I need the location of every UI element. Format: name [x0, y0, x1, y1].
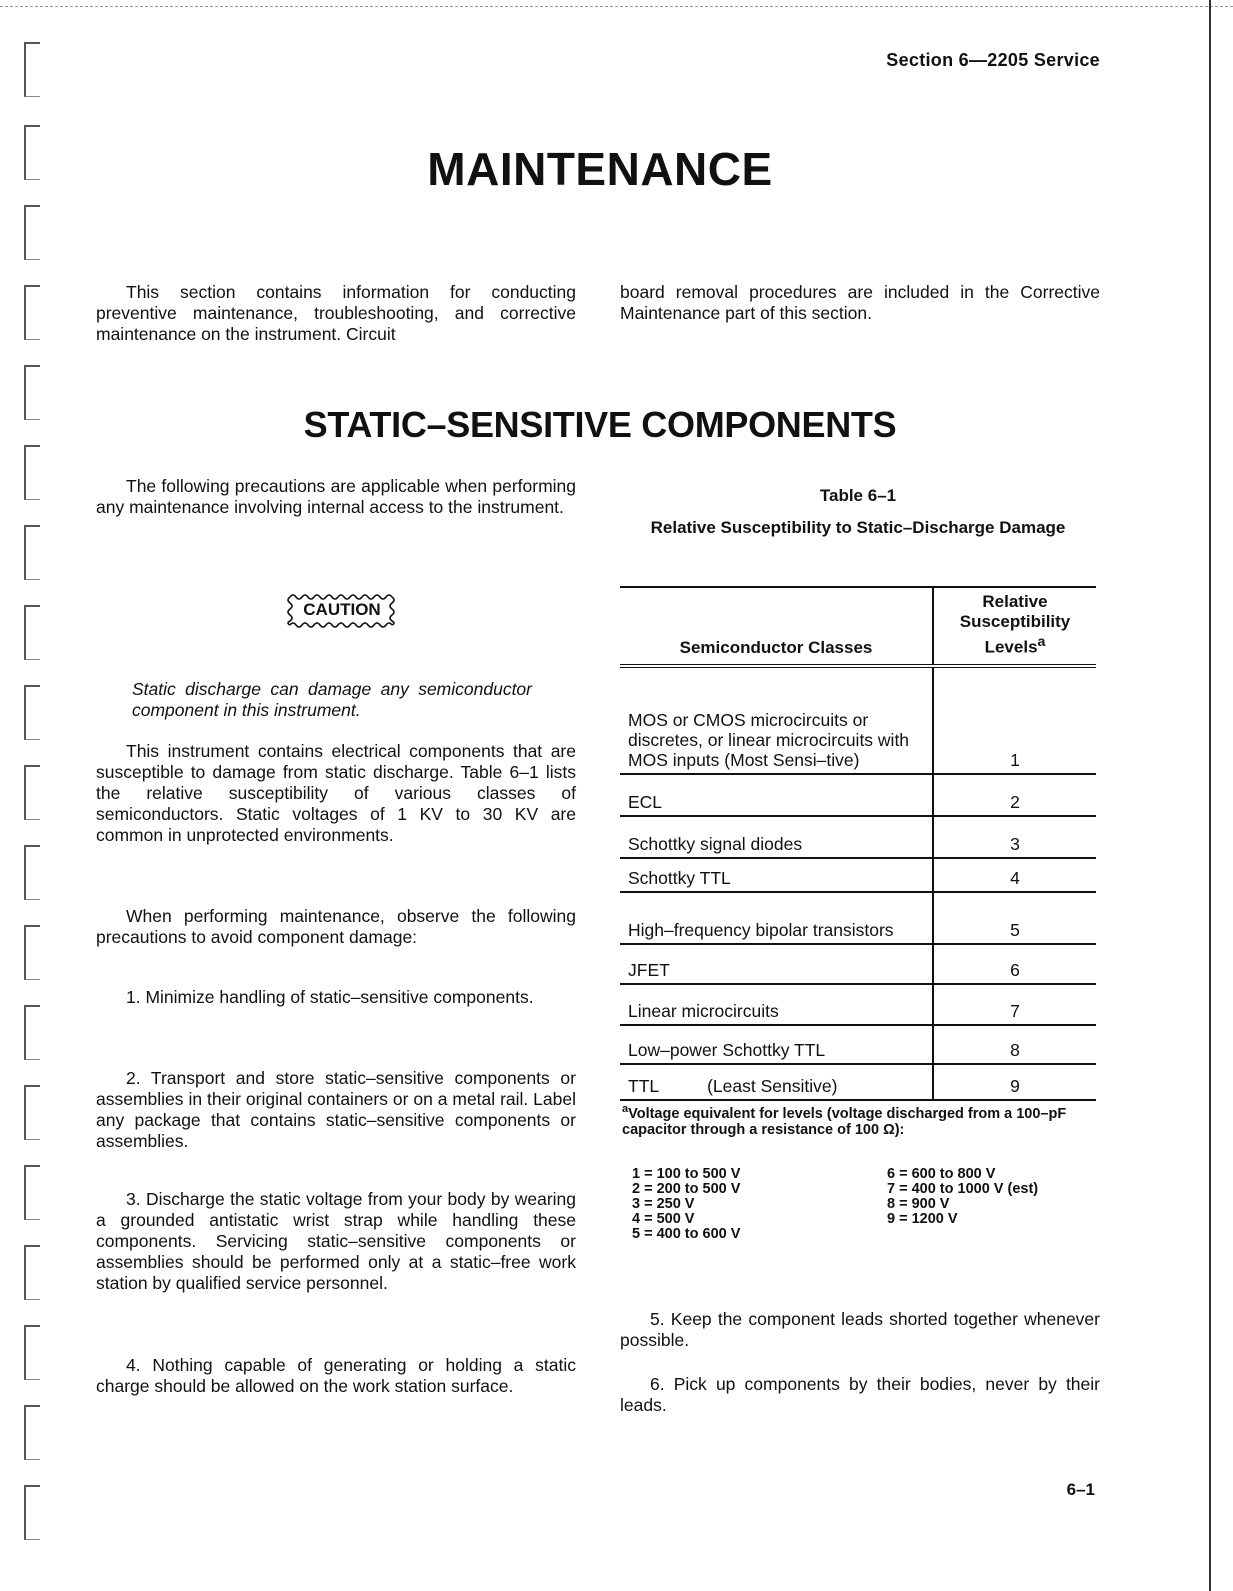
top-edge-rule: [0, 6, 1233, 7]
table-cell-class: TTL (Least Sensitive): [620, 1064, 933, 1100]
binder-mark: [24, 1405, 40, 1460]
binder-mark: [24, 205, 40, 260]
caution-label: CAUTION: [303, 600, 381, 619]
section-title: STATIC–SENSITIVE COMPONENTS: [303, 404, 897, 445]
table-row: [620, 774, 1096, 816]
binder-mark: [24, 1485, 40, 1540]
precaution-item-4: 4. Nothing capable of generating or holding a static charge should be allowed on the work station surface.: [96, 1355, 576, 1396]
level-item: 2 = 200 to 500 V: [632, 1181, 741, 1197]
table-row: [620, 984, 1096, 1025]
section-header: Section 6—2205 Service: [886, 50, 1100, 70]
table-cell-class: Schottky signal diodes: [620, 816, 933, 858]
binder-mark: [24, 1325, 40, 1380]
table-row: [620, 666, 1096, 774]
col-header-levels: [933, 587, 1096, 666]
level-item: 6 = 600 to 800 V: [887, 1166, 996, 1182]
table-header-row: [620, 587, 1096, 666]
level-item: 4 = 500 V: [632, 1211, 695, 1227]
precaution-item-1: 1. Minimize handling of static–sensitive components.: [126, 987, 534, 1007]
table-cell-level: 6: [1010, 959, 1020, 980]
precautions-lead: When performing maintenance, observe the following precautions to avoid component damage:: [96, 906, 576, 947]
table-row: [620, 892, 1096, 944]
table-cell-class: Low–power Schottky TTL: [620, 1025, 933, 1064]
levels-list-right: [887, 1167, 1038, 1227]
table-cell-level: 5: [1010, 919, 1020, 940]
binder-mark: [24, 445, 40, 500]
table-cell-class: JFET: [620, 944, 933, 984]
table-number: Table 6–1: [819, 486, 897, 505]
binder-mark: [24, 525, 40, 580]
level-item: 3 = 250 V: [632, 1196, 695, 1212]
col-header-levels-footnote-mark: a: [1037, 634, 1046, 650]
susceptibility-table: [620, 586, 1096, 1101]
table-row: [620, 1064, 1096, 1100]
table-cell-level: 1: [1010, 749, 1020, 770]
level-item: 9 = 1200 V: [887, 1211, 958, 1227]
caution-text: Static discharge can damage any semiconductor component in this instrument.: [132, 678, 532, 720]
level-item: 1 = 100 to 500 V: [632, 1166, 741, 1182]
table-cell-class: Schottky TTL: [620, 858, 933, 892]
table-footnote: [622, 1101, 1092, 1138]
level-item: 7 = 400 to 1000 V (est): [887, 1181, 1039, 1197]
table-cell-class: MOS or CMOS microcircuits or discretes, or linear microcircuits with MOS inputs (Most Sensi–tive): [620, 666, 933, 774]
table-caption: Relative Susceptibility to Static–Discharge Damage: [650, 518, 1066, 537]
col-header-classes: Semiconductor Classes: [620, 587, 933, 666]
precaution-item-3: 3. Discharge the static voltage from your body by wearing a grounded antistatic wrist strap while handling these components. Servicing static–sensitive components or assemblies should be performed only at a static–free work station by qualified service personnel.: [96, 1189, 576, 1293]
level-item: 8 = 900 V: [887, 1196, 950, 1212]
table-cell-class: ECL: [620, 774, 933, 816]
table-cell-level: 4: [1010, 867, 1020, 888]
table-row: [620, 1025, 1096, 1064]
levels-list-left: [632, 1167, 740, 1242]
binder-mark: [24, 765, 40, 820]
right-edge-rule: [1209, 0, 1211, 1591]
binder-mark: [24, 1245, 40, 1300]
table-cell-class: High–frequency bipolar transistors: [620, 892, 933, 944]
table-row: [620, 858, 1096, 892]
binder-mark: [24, 1085, 40, 1140]
binder-mark: [24, 42, 40, 97]
caution-box: [284, 591, 400, 631]
binder-mark: [24, 925, 40, 980]
page-title: MAINTENANCE: [427, 143, 773, 195]
binder-mark: [24, 1165, 40, 1220]
intro-right: board removal procedures are included in the Corrective Maintenance part of this section.: [620, 282, 1100, 323]
precaution-item-5: 5. Keep the component leads shorted together whenever possible.: [620, 1309, 1100, 1350]
table-row: [620, 944, 1096, 984]
static-paragraph: This instrument contains electrical components that are susceptible to damage from static discharge. Table 6–1 lists the relative susceptibility of various classes of semiconductors. Static voltages of 1 KV to 30 KV are common in unprotected environments.: [96, 741, 576, 845]
footnote-mark: a: [622, 1103, 629, 1115]
table-cell-level: 8: [1010, 1039, 1020, 1060]
footnote-text: Voltage equivalent for levels (voltage discharged from a 100–pF capacitor through a resistance of 100 Ω):: [622, 1105, 1067, 1138]
precaution-item-2: 2. Transport and store static–sensitive components or assemblies in their original containers or on a metal rail. Label any package that contains static–sensitive components or assemblies.: [96, 1068, 576, 1151]
precautions-intro: The following precautions are applicable when performing any maintenance involving internal access to the instrument.: [96, 476, 576, 517]
binder-mark: [24, 685, 40, 740]
precaution-item-6: 6. Pick up components by their bodies, never by their leads.: [620, 1374, 1100, 1415]
table-row: [620, 816, 1096, 858]
level-item: 5 = 400 to 600 V: [632, 1226, 741, 1242]
table-cell-level: 7: [1010, 1000, 1020, 1021]
table-cell-class: Linear microcircuits: [620, 984, 933, 1025]
table-cell-level: 9: [1010, 1075, 1020, 1096]
col-header-levels-text: Relative Susceptibility Levels: [959, 592, 1071, 657]
binder-mark: [24, 1005, 40, 1060]
table-cell-level: 2: [1010, 791, 1020, 812]
page-number: 6–1: [1066, 1480, 1095, 1499]
binder-mark: [24, 845, 40, 900]
table-cell-level: 3: [1010, 833, 1020, 854]
intro-left: This section contains information for conducting preventive maintenance, troubleshooting, and corrective maintenance on the instrument. Circuit: [96, 282, 576, 344]
binder-mark: [24, 605, 40, 660]
binder-mark: [24, 285, 40, 340]
